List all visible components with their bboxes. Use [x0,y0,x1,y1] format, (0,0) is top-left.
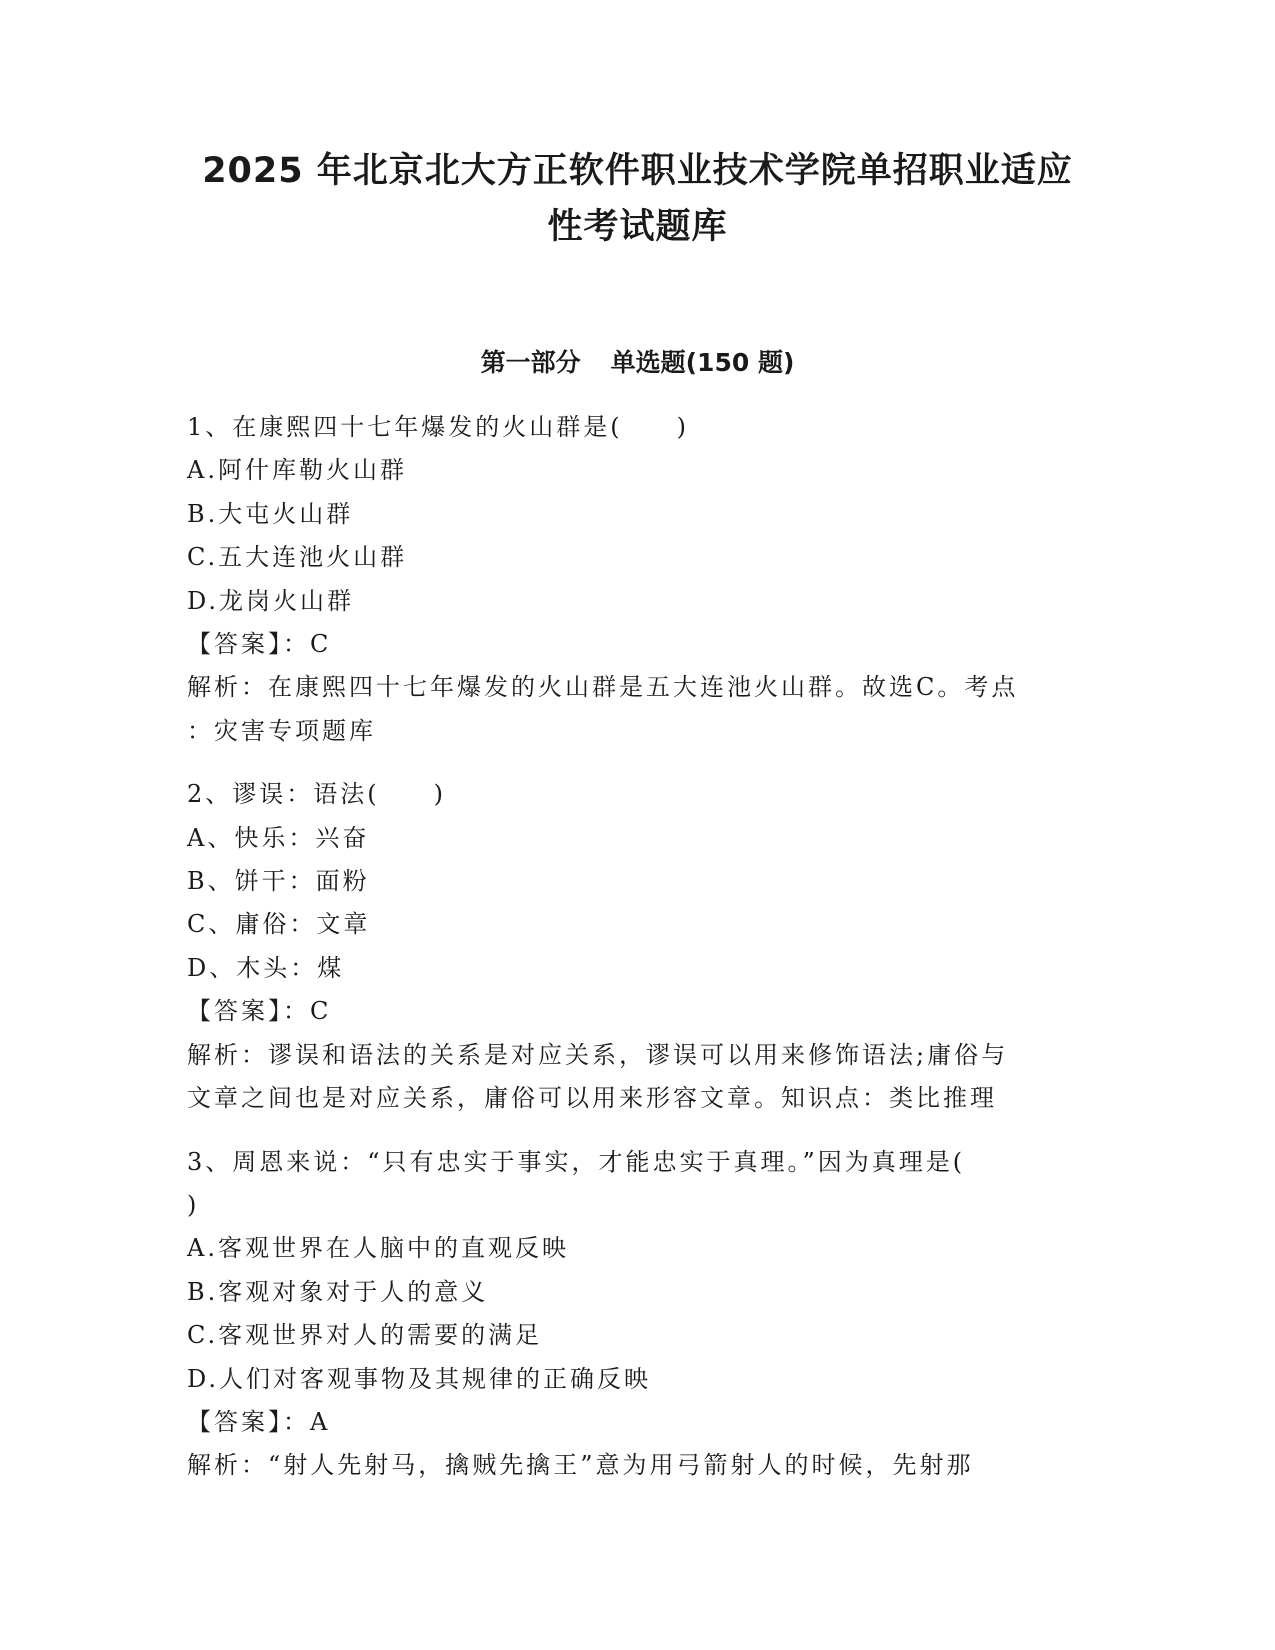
analysis-line: 解析：“射人先射马，擒贼先擒王”意为用弓箭射人的时候，先射那 [187,1451,974,1480]
option-b: B.大屯火山群 [187,499,354,528]
section-name: 单选题(150 题) [610,348,795,377]
analysis-line: ：灾害专项题库 [187,716,376,745]
question-stem-continued: ) [187,1190,200,1219]
option-c: C.客观世界对人的需要的满足 [187,1321,543,1350]
section-number: 第一部分 [480,348,581,377]
title-line-2: 性考试题库 [547,207,728,247]
question-2 [187,773,1087,1120]
analysis-line: 文章之间也是对应关系，庸俗可以用来形容文章。知识点：类比推理 [187,1084,997,1113]
question-stem: 3、周恩来说：“只有忠实于事实，才能忠实于真理。”因为真理是( [187,1147,966,1176]
option-d: D.龙岗火山群 [187,586,355,615]
question-stem: 2、谬误：语法( ) [187,780,446,809]
section-title [160,345,1115,381]
option-d: D、木头：煤 [187,953,345,982]
option-a: A.客观世界在人脑中的直观反映 [187,1234,569,1263]
question-stem: 1、在康熙四十七年爆发的火山群是( ) [187,413,689,441]
question-list [187,406,1087,1508]
option-c: C.五大连池火山群 [187,543,408,572]
title-line-1: 2025 年北京北大方正软件职业技术学院单招职业适应 [202,151,1073,191]
question-1 [187,406,1087,753]
option-c: C、庸俗：文章 [187,910,371,939]
answer: 【答案】：A [187,1407,331,1436]
analysis-line: 解析：谬误和语法的关系是对应关系，谬误可以用来修饰语法;庸俗与 [187,1040,1009,1069]
option-d: D.人们对客观事物及其规律的正确反映 [187,1364,652,1393]
answer: 【答案】：C [187,997,332,1026]
document-title [160,143,1115,255]
option-a: A.阿什库勒火山群 [187,456,407,485]
question-3 [187,1141,1087,1488]
option-b: B.客观对象对于人的意义 [187,1277,489,1306]
analysis-line: 解析：在康熙四十七年爆发的火山群是五大连池火山群。故选C。考点 [187,673,1019,702]
option-a: A、快乐：兴奋 [187,823,370,852]
answer: 【答案】：C [187,630,332,659]
option-b: B、饼干：面粉 [187,867,370,896]
